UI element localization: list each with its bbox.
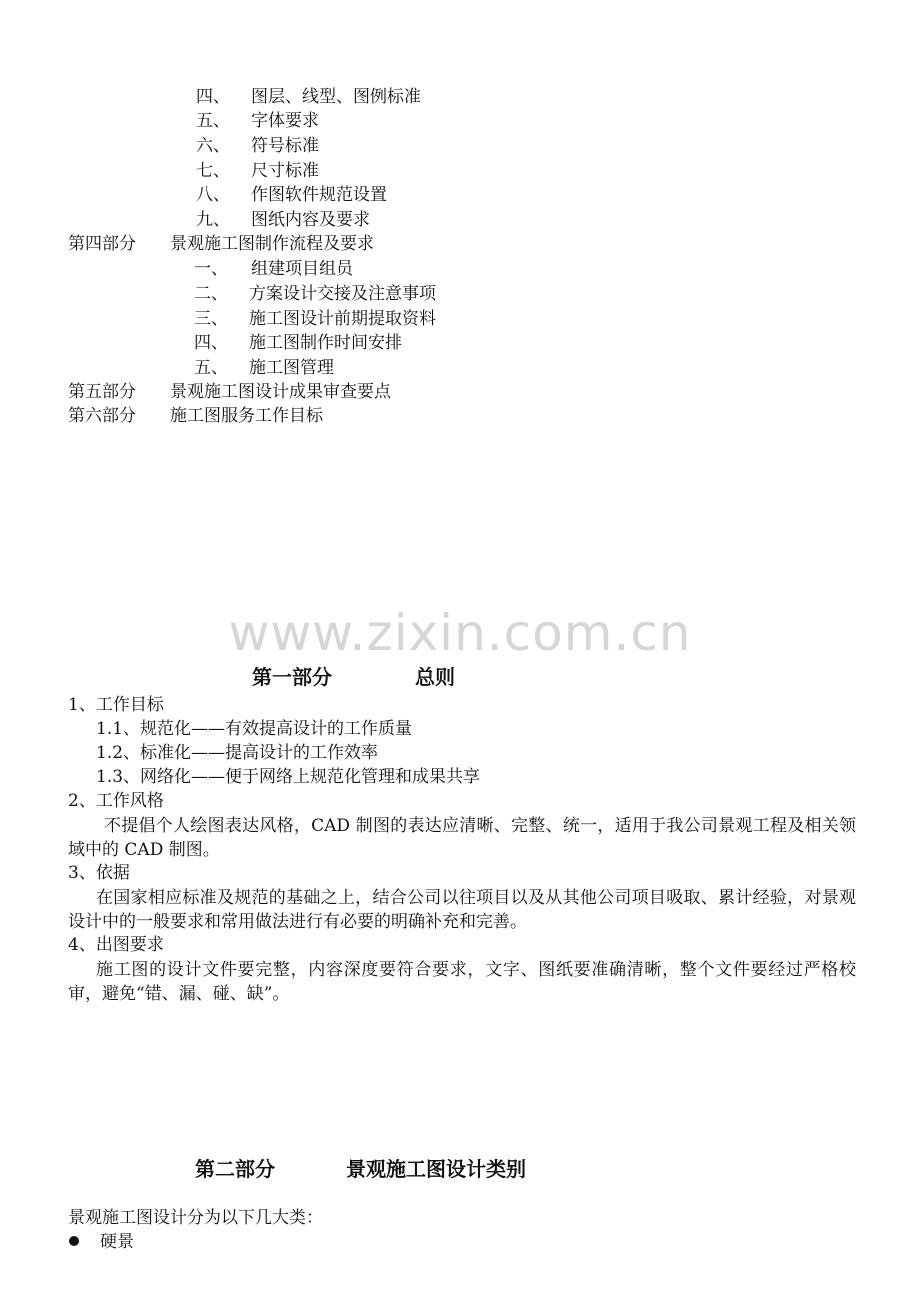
- toc-item-number: 四、: [194, 333, 228, 353]
- toc-item-number: 五、: [194, 358, 228, 378]
- toc-item-text: 组建项目组员: [251, 259, 353, 279]
- part1-title: 总则: [415, 665, 455, 689]
- toc-item-number: 四、: [196, 87, 230, 107]
- toc-item-number: 三、: [194, 309, 228, 329]
- list-item: 硬景: [100, 1232, 134, 1252]
- paragraph: 景观施工图设计分为以下几大类：: [68, 1208, 323, 1228]
- section-heading: 1、工作目标: [68, 695, 164, 715]
- toc-item-text: 图纸内容及要求: [251, 210, 370, 230]
- toc-part-title: 景观施工图设计成果审查要点: [170, 382, 391, 402]
- toc-item-text: 尺寸标准: [251, 161, 319, 181]
- list-item: 1.1、规范化——有效提高设计的工作质量: [96, 719, 413, 739]
- list-item: 1.2、标准化——提高设计的工作效率: [96, 743, 379, 763]
- toc-item-number: 七、: [196, 161, 230, 181]
- section-heading: 2、工作风格: [68, 791, 164, 811]
- toc-item-number: 二、: [194, 284, 228, 304]
- toc-item-text: 符号标准: [251, 136, 319, 156]
- section-heading: 3、依据: [68, 863, 130, 883]
- toc-item-number: 一、: [194, 259, 228, 279]
- paragraph: 在国家相应标准及规范的基础之上，结合公司以往项目以及从其他公司项目吸取、累计经验，对景观设计中的一般要求和常用做法进行有必要的明确补充和完善。: [68, 888, 856, 932]
- section-heading: 4、出图要求: [68, 935, 164, 955]
- toc-part-title: 景观施工图制作流程及要求: [170, 234, 374, 254]
- part1-label: 第一部分: [252, 665, 332, 689]
- toc-item-number: 八、: [196, 185, 230, 205]
- toc-part-label: 第四部分: [68, 234, 136, 254]
- toc-item-text: 施工图设计前期提取资料: [249, 309, 436, 329]
- toc-item-text: 施工图制作时间安排: [249, 333, 402, 353]
- toc-part-label: 第五部分: [68, 382, 136, 402]
- toc-part-title: 施工图服务工作目标: [170, 406, 323, 426]
- toc-item-text: 方案设计交接及注意事项: [249, 284, 436, 304]
- paragraph: 不提倡个人绘图表达风格，CAD 制图的表达应清晰、完整、统一，适用于我公司景观工程及相关领域中的 CAD 制图。: [68, 816, 856, 860]
- part2-title: 景观施工图设计类别: [346, 1157, 526, 1181]
- toc-item-number: 六、: [196, 136, 230, 156]
- watermark: www.zixin.com.cn: [228, 604, 692, 662]
- toc-item-number: 九、: [196, 210, 230, 230]
- part2-label: 第二部分: [195, 1157, 275, 1181]
- toc-part-label: 第六部分: [68, 406, 136, 426]
- toc-item-text: 作图软件规范设置: [251, 185, 387, 205]
- bullet-dot-icon: [69, 1236, 79, 1246]
- toc-item-text: 施工图管理: [249, 358, 334, 378]
- toc-item-number: 五、: [196, 111, 230, 131]
- toc-item-text: 字体要求: [251, 111, 319, 131]
- toc-item-text: 图层、线型、图例标准: [251, 87, 421, 107]
- list-item: 1.3、网络化——便于网络上规范化管理和成果共享: [96, 767, 481, 787]
- paragraph: 施工图的设计文件要完整，内容深度要符合要求，文字、图纸要准确清晰，整个文件要经过严格校审，避免“错、漏、碰、缺”。: [68, 960, 856, 1004]
